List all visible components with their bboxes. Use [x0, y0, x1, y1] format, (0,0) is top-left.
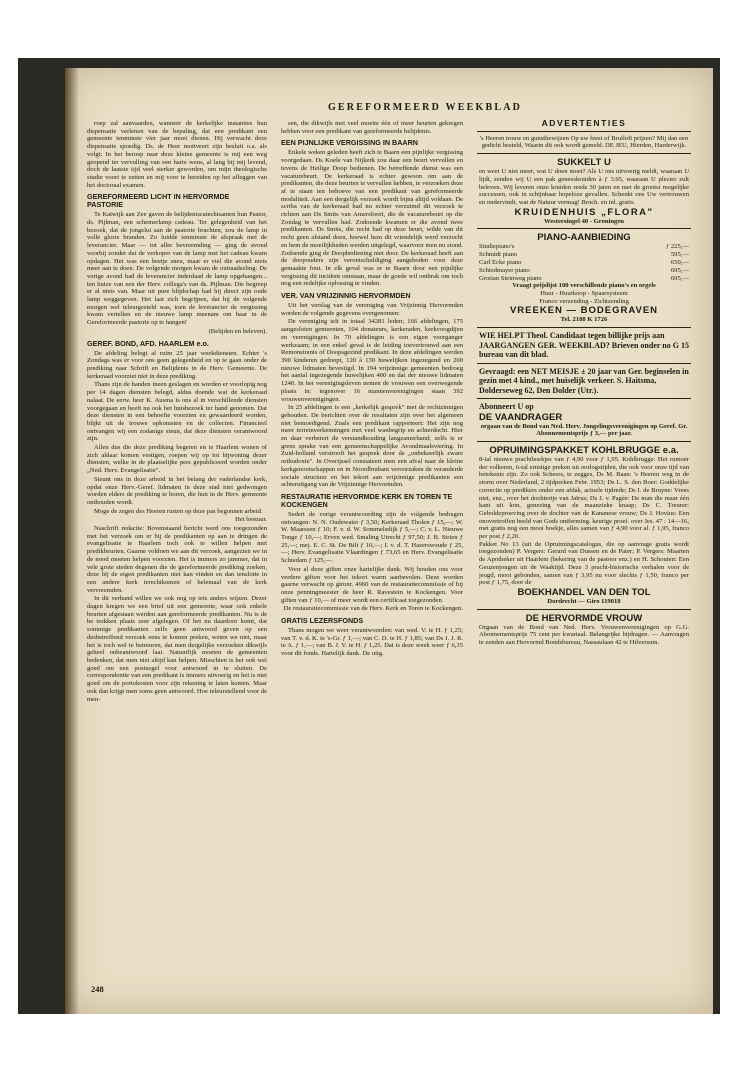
- piano-price: 695,—: [670, 266, 689, 274]
- ad-poem-writer: [477, 131, 691, 153]
- price-row: [479, 259, 689, 267]
- ad-herbal-shop: [477, 153, 691, 228]
- article-signature: Het bestuur.: [235, 516, 267, 524]
- piano-price: 595,—: [670, 251, 689, 259]
- advertisements-title: ADVERTENTIES: [541, 120, 627, 128]
- paragraph: Naschrift redactie: Bovenstaand bericht werd ons toegezonden met het verzoek om er bij de predikanten op aan te dringen de evangelisatie te Haarlem toch ook te willen helpen met predikbeurten. Gaarne voldoen we aan dit verzoek, aangezien we in de nood moeten helpen voorzien. Het is immers zo jammer, dat in vele grote steden degenen die de gereformeerde prediking zoeken, deze bij de eigen predikanten niet kan vinden en dan tenslotte in een andere kerk terechtkomen of helemaal van de kerk vervreemden.: [87, 525, 267, 594]
- piano-name: Carl Ecke piano: [479, 258, 522, 266]
- ad-title: DE HERVORMDE VROUW: [525, 612, 643, 624]
- ad-text: Gevraagd: een NET MEISJE ± 20 jaar van Ger. beginselen in gezin met 4 kind., met huiselijk verkeer. S. Haitsma, Dolderseweg 62, Den Dolder (Utr.).: [479, 366, 689, 395]
- ad-title: DE VAANDRAGER: [479, 411, 563, 423]
- paragraph: roep zal aanvaarden, wanneer de kerkelijke instanties hun dispensatie verlenen van de bepaling, dat een predikant een gemeente tenminste vier jaar moet dienen. Hij verwacht deze dispensatie spoedig. Ds. de Heer motiveert zijn besluit o.a. als volgt: In het beroep naar deze kleine gemeente is mij een weg geopend ter vervulling van een harte wens, al lang bij mij levend, doch de laatste tijd veel sterker geworden, om mijn theologische studie voort te zetten en mij voor te bereiden op het afleggen van het doctoraal examen.: [87, 120, 267, 189]
- ad-subline: Franco verzending - Zichtzending: [539, 297, 629, 305]
- ad-text: WIE HELPT Theol. Candidaat tegen billijke prijs aan JAARGANGEN GER. WEEKBLAD? Brieven onder no G 15 bureau van dit blad.: [479, 331, 689, 360]
- ad-book-package: [477, 441, 691, 609]
- paragraph: Voor al deze giften onze hartelijke dank. Wij houden ons voor verdere giften voor het tekort warm aanbevolen. Deze worden gaarne verwacht op gironr. 4960 van de restauratiecommissie of bij onze penningmeester de heer R. Ravestein te Kockengen. Voor giften van ƒ 10,— of meer wordt een certificaat toegezonden.: [281, 565, 463, 604]
- ad-address: Westersingel 40 - Groningen: [544, 217, 624, 225]
- paragraph: In 25 afdelingen is een „kerkelijk gesprek" met de rechtzinnigen gehouden. De berichten over de resultaten zijn over het algemeen niet bemoedigend. Zoals een predikant rapporteert: Het zijn nog meer terreinverkenningen met veel wanbegrip en achterdocht. Hier en daar verbetert de verstandhouding langzamerhand; zelfs is er grens sprake van een gemeenschappelijke Avondmaalsviering. In Zuid-holland verstrooft het gesprek door de „onbekeerlijk zware orthodoxie". In Overijssel constateert men een afval naar de kleine kerkgenootschappen en in Noordbrabant veroorzaken de veranderde sociale structuur en het tekort aan vrijzinnige predikanten een achteruitgang van de Vrijzinnige Hervormden.: [281, 404, 463, 489]
- advertisements-column: [477, 120, 691, 982]
- ad-subline: Huur - Huurkoop - Spaarsysteem: [540, 290, 628, 298]
- column-left: [87, 120, 267, 970]
- article-heading: RESTAURATIE HERVORMDE KERK EN TOREN TE KOCKENGEN: [281, 491, 453, 509]
- paragraph: Uit het verslag van de vereniging van Vrijzinnig Hervormden worden de volgende gegevens overgenomen:: [281, 302, 463, 317]
- article-signature: (Belijden en beleven).: [208, 327, 267, 335]
- page-number: 248: [91, 984, 104, 994]
- ad-vaandrager: [477, 398, 691, 441]
- ad-wanted-girl: [477, 363, 691, 399]
- price-row: [479, 243, 689, 251]
- scanned-page-background: [18, 58, 720, 1014]
- piano-name: Schiedmayer piano: [479, 266, 530, 274]
- ad-text: Orgaan van de Bond van Ned. Herv. Vrouwenverenigingen op G.G. Abonnementsprijs 75 cent per kwartaal. Belangrijke bijdragen. — Aanvragen te zenden aan Hervormd Bondsbureau, Nassaulaan 42 te Hilversum.: [479, 623, 689, 647]
- ad-company-name: BOEKHANDEL VAN DEN TOL: [517, 586, 651, 598]
- piano-price: 695,—: [670, 274, 689, 282]
- price-row: [479, 267, 689, 275]
- piano-price: ƒ 225,—: [665, 243, 689, 251]
- ad-address: Dordrecht — Giro 119018: [547, 597, 621, 605]
- paragraph: Thans zijn de handen ineen geslagen en worden er voorlopig nog per 14 dagen diensten belegd, aldus doende wat de kerkeraad nalaat. De eerw. heer K. Ausma is ons al in verschillende diensten voorgegaan en heeft nu ook het huisbezoek ter hand genomen. Dat deze diensten in een behoefte voorzien en gewaardeerd worden, blijkt uit de trouwe opkomsten en de collecten. Financieel ontvangen wij een zodanige steun, dat deze diensten verantwoord zijn.: [87, 381, 267, 443]
- price-row: [479, 251, 689, 259]
- column-middle: [281, 120, 463, 980]
- ad-text: Pakket No 13 (uit de Opruimingscatalogus, die op aanvrage gratis wordt toegezonden) P. Vergers: Gerard van Dussen en de Pater; P. Vergers: Maarten de Apotheker uit Haarlem (bekering van de pastoor enz.) en H. Schouten: Een Geuzenjongen uit de Waaktijd. Deze 3 pracht-historische verhalen voor de jeugd, mooi gebonden, samen van ƒ 3,95 nu voor slechts ƒ 1,50, franco per post ƒ 1,75, door de: [479, 540, 689, 587]
- article-heading: GEREF. BOND, AFD. HAARLEM e.o.: [87, 338, 209, 348]
- ad-intro: Abonneert U op: [479, 402, 534, 412]
- ad-wanted-volumes: [477, 327, 691, 363]
- ad-company-name: KRUIDENHUIS „FLORA": [514, 206, 654, 218]
- ad-text: 8-tal nieuwe prachtboekjes van ƒ 4,90 voor ƒ 1,95. Kohlbrugge: Het rumoer der volkeren, 6-tal ernstige preken uit oorlogstijden, die ook voor onze tijd van betekenis zijn. Zo ook Scheers, te zegges, Ds M. Baan: 's Heeren weg in de storm over Nederland, 2 tijdpreken Febr. 1953; Ds L. S. den Boer: Goddelijke correctie op predikers onder een afdak, actuele tijdrede; Ds I. de Bruyne: Vrees niet, enz., over het dochtertje van Jaïrus; Ds J. v. Pagée: De man die maar één kant uit kon, genezing van de maanzieke knaap; Ds C. Treurer: Geboldeproeving over de dochter van de Kananese vrouw; Ds J. Hovius: Een onovertroffen beeld van Gods ontferming. keurige proef. over Jes. 47 : 14—16, met gratis nog een mooi boekje, alles samen van ƒ 4,90 voor al. ƒ 1,95, franco per post ƒ 2,20.: [479, 456, 689, 541]
- paragraph: Steunt ons in deze arbeid in het belang der vaderlandse kerk, opdat onze Herv.-Geref. lidmaten in deze stad niet gedwongen worden elders de prediking te horen, die hun in de Herv. gemeente onthouden wordt.: [87, 475, 267, 506]
- ad-title: OPRUIMINGSPAKKET KOHLBRUGGE e.a.: [489, 445, 679, 457]
- paragraph: Moge de zegen des Heeren rusten op deze pas begonnen arbeid.: [94, 507, 263, 515]
- ad-company-name: VREEKEN — BODEGRAVEN: [509, 305, 659, 317]
- paragraph: De vereniging telt in totaal 34281 leden; 166 afdelingen, 175 aangesloten gemeenten, 104 donateurs, kerkeraden, kerkvoogdijen en verenigingen. In 70 afdelingen is een eigen voorganger werkzaam; in een enkel geval is de leiding toevertrouwd aan een Remonstrants of Doopsgezind predikant. In deze afdelingen werden 390 kinderen gedoopt, 120 à 130 huwelijken ingezegend en 200 nieuwe lidmaten bevestigd. In 194 vrijzinnige gemeenten bedroeg het aantal ingezegende huwelijken 400 en dat der nieuwe lidmaten 1240. In het verenigingsleven nemen de vrouwen een overwegende plaats in: tegenover 16 mannenverenigingen staan 392 vrouwenverenigingen.: [281, 318, 463, 403]
- paragraph: Allen dus die deze prediking begeren en te Haarlem wonen of zich aldaar komen vestigen, roepen wij op tot bijwoning dezer diensten, welke in de plaatselijke pers gepubliceerd worden onder „Ned. Herv. Evangelisatie".: [87, 444, 267, 475]
- ad-phone: Tel. 2188 K 1726: [560, 316, 608, 324]
- piano-name: Schmidt piano: [479, 251, 518, 259]
- price-row: [479, 275, 689, 283]
- ad-text: en weet U niet meer, wat U doen moet? Als U ons uitvoerig meldt, waaraan U lijdt, zenden wij U een pak geneeskruiden à ƒ 3.95, waaraan U plezier zult beleven. Wij leveren onze kruiden reeds 30 jaren en met de grootst mogelijke successen, ook in schijnbaar hopeloze gevallen. Schenkt ons Uw vertrouwen en ondervindt, wat de Natuur vermag! Broch. en inl. gratis.: [479, 168, 689, 206]
- article-heading: VER. VAN VRIJZINNIG HERVORMDEN: [281, 291, 411, 301]
- ad-hervormde-vrouw: [477, 609, 691, 650]
- ad-text: orgaan van de Bond van Ned. Herv. Jongelingsverenigingen op Geref. Gr. Abonnementsprijs ƒ 3,— per jaar.: [480, 422, 688, 438]
- paragraph: In dit verband willen we ook nog op iets anders wijzen. Dezer dagen kregen we een brief uit een gemeente, waar ook enkele beurten afgestaan werden aan gereformeerde predikanten. Nu is de be trokken plaats zeer afgelegen. Of het nu daardoor komt, dat sommige predikanten zelfs geen antwoord geven op een desbetreffend verzoek eens te komen preken, weten we niet, maar het is toch wel te betreuren, dat men dergelijke verzoeken dikwijls geheel onbeantwoord laat. Natuurlijk moeten de gemeenten bedenken, dat men niet altijd kan helpen. Misschien is het ook wel goed om een postzegel voor antwoord in te sluiten. De correspondentie van een predikant is immers uitvoerig en het is niet goed om de portokosten voor zijn rekening te laten komen. Maar ook dan krijgt men soms geen antwoord. Hoe teleurstellend voor de men-: [87, 595, 267, 703]
- ad-note: Vraagt prijslijst 100 verschillende piano's en orgels: [512, 282, 656, 290]
- paragraph: De afdeling belegt al ruim 25 jaar weekdiensten. Echter 's Zondags was er voor ons geen gelegenheid en op te gaan onder de prediking naar Schrift en Belijdenis in de Herv. Gemeente. De kerkeraad voorziet niet in deze prediking.: [87, 349, 267, 380]
- piano-name: Grotian Steinweg piano: [479, 274, 542, 282]
- ad-piano-offer: [477, 228, 691, 327]
- newspaper-page: [65, 68, 713, 1014]
- paragraph: Enkele weken geleden heeft zich te Baarn een pijnlijke vergissing voorgedaan. Ds Koele van Nijkerk zou daar een beurt vervullen en tevens de Heilige Doop bedienen. De betreffende dienst was een vacaturebeurt. De kerkeraad is echter gewoon om aan de predikanten, die deze beurten te vervullen hebben, te verzoeken deze af te staan ten behoeve van een predikant van gereformeerde modaliteit. Aan een dergelijk verzoek wordt bijna altijd voldaan. De scriba van de kerkeraad had nu echter verzuimd dit verzoek te richten aan Ds Smits van Amersfoort, die de vacaturebeurt op die Zondag te vervullen had. Zodoende kwamen er die avond twee predikanten. Ds Smits, die recht had op deze beurt, wilde van dit recht geen afstand doen, hoewel hem dit vriendelijk werd verzocht en hem de moeilijkheden werden uitgelegd, waarvoor men nu stond. Zodoende ging de Doopbediening niet door. De kerkeraad heeft aan de doopouders zijn verontschuldiging aangeboden voor deze gemaakte fout. In elk geval was er te Baarn door een pijnlijke vergissing dit incident ontstaan, maar de goede wil ontbrak om toch nog een redelijke oplossing te vinden.: [281, 149, 463, 288]
- article-signature: De restauratiecommissie van de Herv. Kerk en Toren te Kockengen.: [283, 605, 463, 613]
- paragraph: Te Katwijk aan Zee gaven de belijdeniscatechisanten hun Pastor, ds. Pijlman, een schemerlamp cadeau. Ter gelegenheid van het bezoek, dat de jongelui aan de pastorie brachten, zou de lamp in volle glorie branden. Zo luidde tenminste de afspraak met de leverancier. Maar — tot aller bevreemding — ging de avond voorbij zonder dat de verkoper van de lamp met het cadeau kwam opdagen. Het was een beetje sneu, maar er viel die avond niets meer aan te doen. De volgende morgen kwam de ontraadseling: De vorige avond had de leverancier inderdaad de lamp opgehangen... ten huize van een der Herv. collega's van ds. Pijlman. Die begreep er al niets van. Maar uit pure blijdschap had hij direct zijn oude lamp weggegeven. Het laat zich begrijpen, dat hij de volgende morgen wel teleurgesteld was, toen de leverancier de vergissing kwam vertellen en de nieuwe lamp meenam om haar in de Gereformeerde pastorie op te hangen!: [87, 211, 267, 327]
- ad-title: SUKKELT U: [557, 157, 611, 169]
- ad-text: 's Heeren trouw en gunstbewijzen Op uw feest of Bruiloft prijzen? Mij dan een gedicht besteld, Waarin dit ook wordt gemeld. DE JEU, Hierden, Harderwijk.: [479, 134, 689, 150]
- paragraph: sen, die dikwijls met veel moeite één of meer beurten gekregen hebben voor een predikant van gereformeerde belijdenis.: [281, 120, 463, 135]
- article-heading: GRATIS LEZERSFONDS: [281, 616, 364, 626]
- page-binding-shadow: [65, 68, 79, 1014]
- paragraph: Sedert de vorige verantwoording zijn de volgende bedragen ontvangen: N. N. Oudewater ƒ 3,50; Kerkeraad Tholen ƒ 15,—; W. W. Maarssen ƒ 10; F. v. d. W. Sommelsdijk ƒ 5,—; C. v. L. Nieuwe Tonge ƒ 10,—; Erven wed. Smaling Utrecht ƒ 97,50; J. B. Strien ƒ 25,—; mej. E. C. St. De Bilt ƒ 10,—; I. v. d. T. Hazerswoude ƒ 25,—; Herv. Evangelisatie Vlaardingen ƒ 73,65 en Herv. Evangelisatie Schiedam ƒ 125,—.: [281, 510, 463, 565]
- piano-price: 650,—: [670, 258, 689, 266]
- article-heading: EEN PIJNLIJKE VERGISSING IN BAARN: [281, 138, 418, 148]
- paragraph: Thans mogen we weer verantwoorden: van wed. V. te H. ƒ 1,25; van T. v. d. K. te 's-Gr. ƒ 1,—; van C. D. te H. ƒ 1,85; van Ds J. J. R. te A. ƒ 1,—; van B. J. V. te H. ƒ 1,25. Dat is deze week weer ƒ 6,35 voor dit fonds. Hartelijk dank. De uitg.: [281, 627, 463, 658]
- ad-title: PIANO-AANBIEDING: [537, 232, 631, 244]
- piano-name: Studiepiano's: [479, 243, 515, 251]
- article-heading: GEREFORMEERD LICHT IN HERVORMDE PASTORIE: [87, 192, 230, 210]
- running-head: GEREFORMEERD WEEKBLAD: [327, 102, 523, 113]
